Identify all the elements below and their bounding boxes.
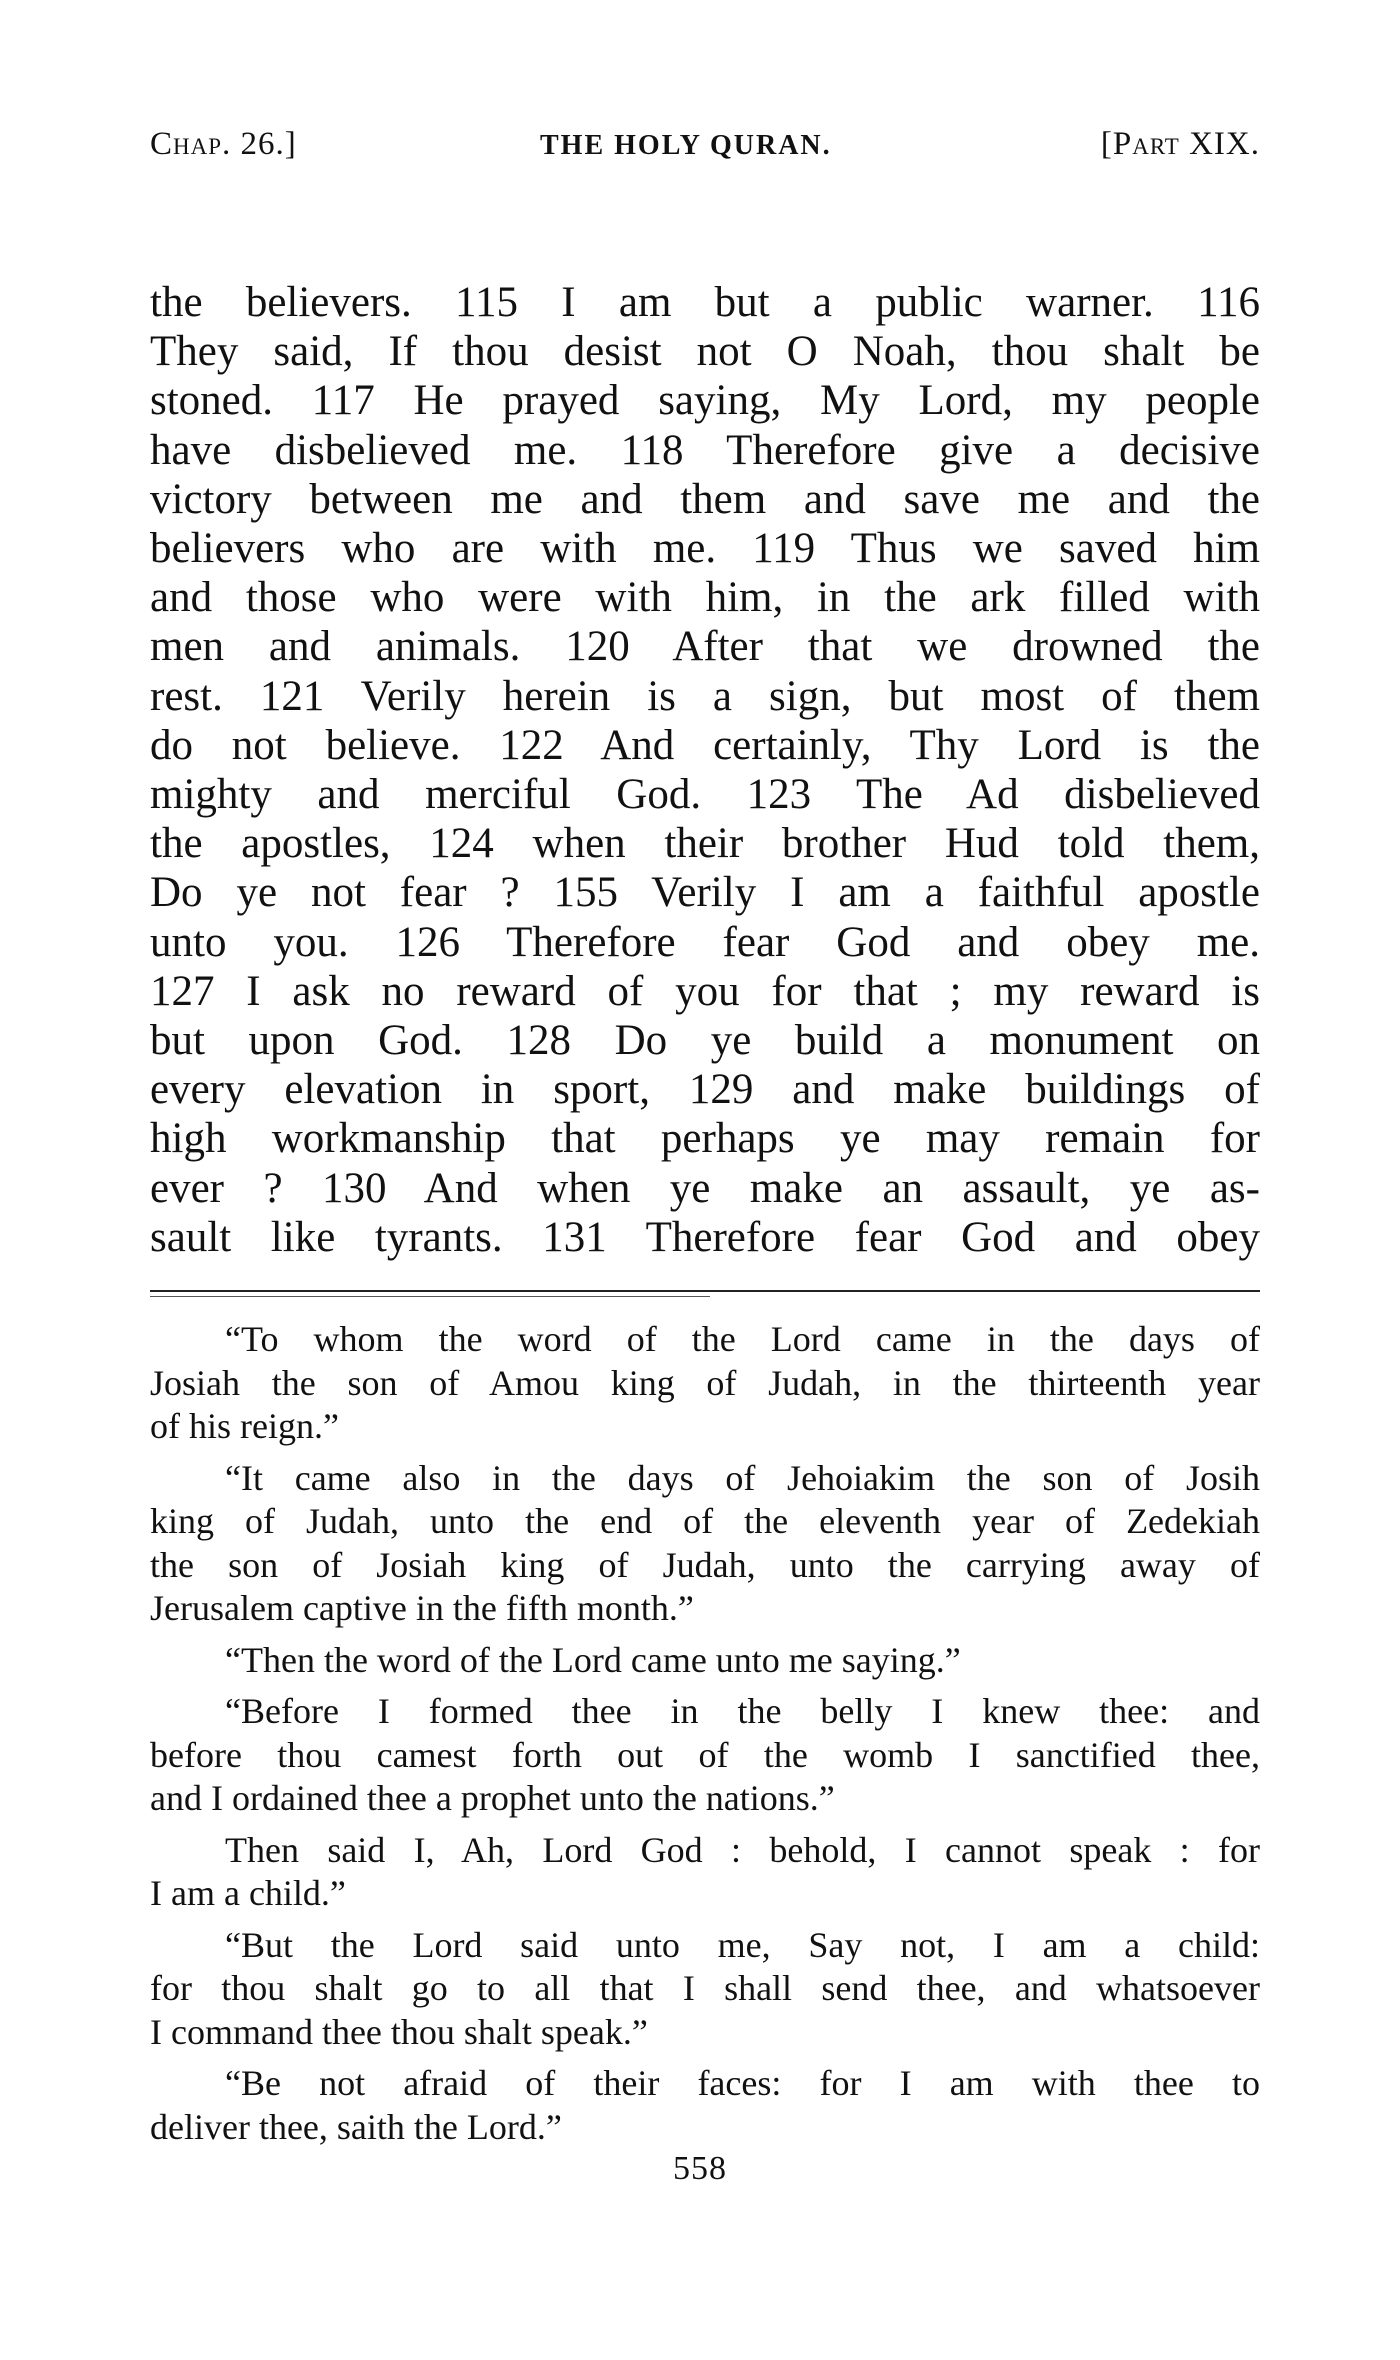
chapter-label: Chap. 26.] — [150, 126, 297, 162]
text-line: victory between me and them and save me and the — [150, 475, 1260, 523]
footnote-paragraph — [150, 1639, 1260, 1683]
footnote-line: deliver thee, saith the Lord.” — [150, 2106, 562, 2147]
footnote-line: Then said I, Ah, Lord God : behold, I cannot speak : for — [225, 1829, 1260, 1870]
footnote-line: “To whom the word of the Lord came in the days of — [225, 1319, 1260, 1359]
text-line: the believers. 115 I am but a public warner. 116 — [150, 279, 1260, 326]
footnote-line: before thou camest forth out of the womb I sanctified thee, — [150, 1734, 1260, 1775]
footnote-paragraph — [150, 1318, 1260, 1449]
text-line: every elevation in sport, 129 and make buildings of — [150, 1066, 1260, 1114]
footnote-line: for thou shalt go to all that I shall send thee, and whatsoever — [150, 1968, 1260, 2008]
main-text-block — [150, 278, 1260, 1262]
footnote-line: I am a child.” — [150, 1873, 346, 1913]
footnote-line: “Then the word of the Lord came unto me saying.” — [225, 1639, 961, 1680]
text-line: sault like tyrants. 131 Therefore fear God and obey — [150, 1213, 1260, 1261]
text-line: but upon God. 128 Do ye build a monument on — [150, 1017, 1260, 1065]
footnote-line: Josiah the son of Amou king of Judah, in the thirteenth year — [150, 1362, 1260, 1403]
page-number: 558 — [673, 2150, 727, 2187]
text-line: the apostles, 124 when their brother Hud told them, — [150, 820, 1260, 868]
footnote-line: I command thee thou shalt speak.” — [150, 2011, 648, 2052]
footnote-line: “Be not afraid of their faces: for I am with thee to — [225, 2063, 1260, 2103]
footnote-paragraph — [150, 1829, 1260, 1916]
book-title: THE HOLY QURAN. — [540, 130, 832, 161]
text-line: 127 I ask no reward of you for that ; my reward is — [150, 967, 1260, 1015]
footnote-line: Jerusalem captive in the fifth month.” — [150, 1588, 694, 1628]
text-line: and those who were with him, in the ark filled with — [150, 574, 1260, 622]
footnote-line: “But the Lord said unto me, Say not, I am a child: — [225, 1924, 1260, 1965]
text-line: rest. 121 Verily herein is a sign, but most of them — [150, 672, 1260, 720]
text-line: have disbelieved me. 118 Therefore give a decisive — [150, 426, 1260, 474]
part-label: [Part XIX. — [1100, 126, 1260, 162]
footnote-divider-secondary — [150, 1296, 710, 1297]
footnote-paragraph — [150, 1924, 1260, 2055]
text-line: ever ? 130 And when ye make an assault, ye as- — [150, 1164, 1260, 1212]
footnote-line: of his reign.” — [150, 1406, 339, 1446]
footnote-divider — [150, 1290, 1260, 1292]
text-line: do not believe. 122 And certainly, Thy Lord is the — [150, 721, 1260, 769]
text-line: unto you. 126 Therefore fear God and obey me. — [150, 918, 1260, 966]
footnote-paragraph — [150, 1690, 1260, 1821]
footnote-line: “It came also in the days of Jehoiakim the son of Josih — [225, 1457, 1260, 1498]
footnote-paragraph — [150, 2062, 1260, 2149]
footnote-line: and I ordained thee a prophet unto the nations.” — [150, 1778, 835, 1818]
running-header — [150, 126, 1260, 176]
footnote-block — [150, 1318, 1260, 2157]
text-line: stoned. 117 He prayed saying, My Lord, my people — [150, 377, 1260, 425]
text-line: mighty and merciful God. 123 The Ad disbelieved — [150, 771, 1260, 819]
footnote-line: “Before I formed thee in the belly I knew thee: and — [225, 1691, 1260, 1731]
footnote-paragraph — [150, 1457, 1260, 1631]
text-line: high workmanship that perhaps ye may remain for — [150, 1115, 1260, 1163]
text-line: They said, If thou desist not O Noah, thou shalt be — [150, 328, 1260, 376]
footnote-line: king of Judah, unto the end of the eleventh year of Zedekiah — [150, 1501, 1260, 1541]
text-line: men and animals. 120 After that we drowned the — [150, 623, 1260, 671]
footnote-line: the son of Josiah king of Judah, unto the carrying away of — [150, 1544, 1260, 1585]
text-line: believers who are with me. 119 Thus we saved him — [150, 525, 1260, 573]
text-line: Do ye not fear ? 155 Verily I am a faithful apostle — [150, 869, 1260, 917]
